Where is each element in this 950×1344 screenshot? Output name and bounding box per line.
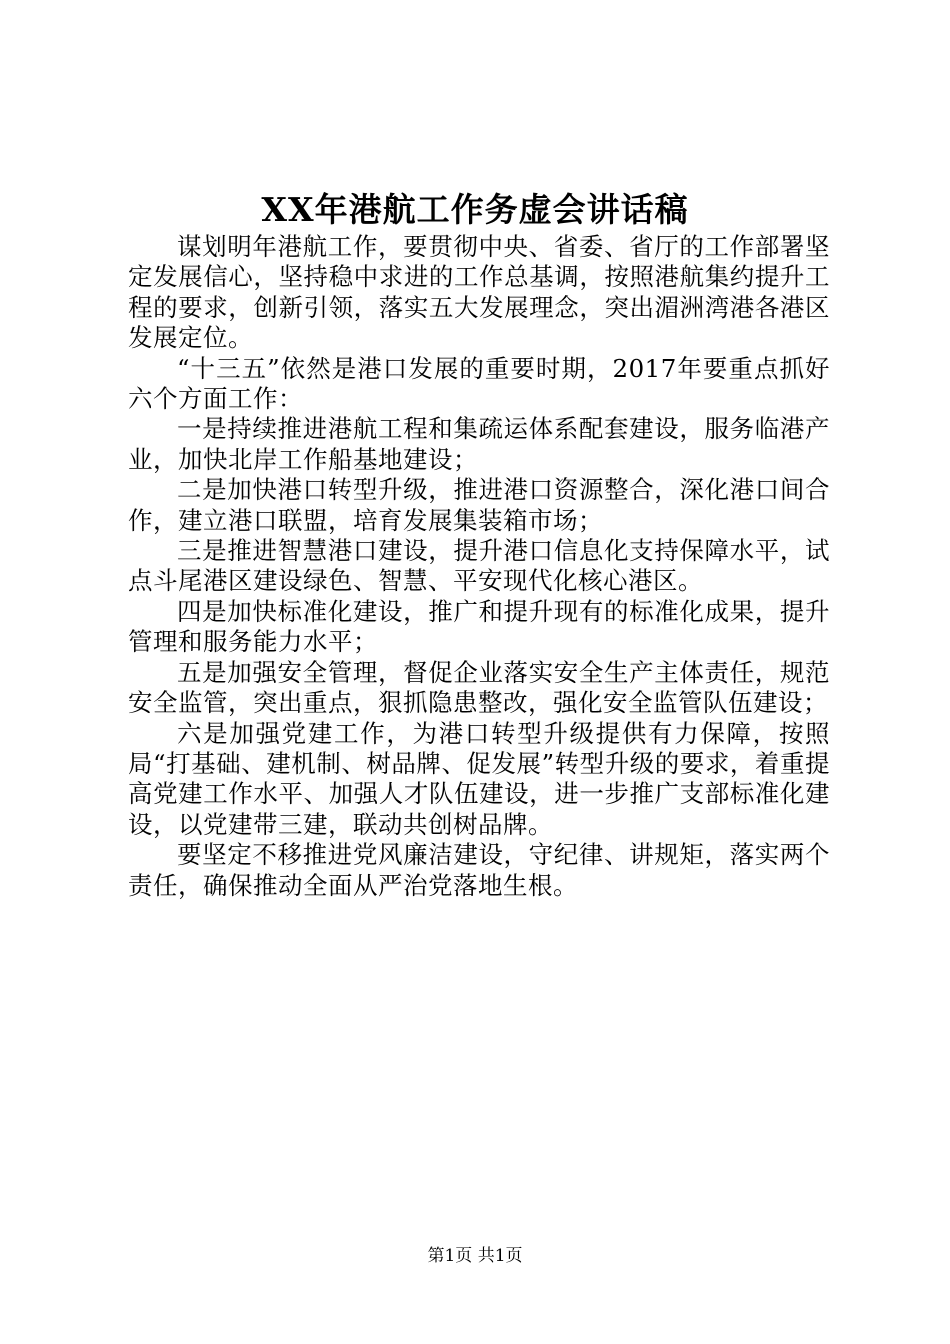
document-title: XX年港航工作务虚会讲话稿 <box>261 190 689 229</box>
paragraph-point-3: 三是推进智慧港口建设，提升港口信息化支持保障水平，试点斗尾港区建设绿色、智慧、平安现代化核心港区。 <box>128 536 830 596</box>
paragraph-intro: 谋划明年港航工作，要贯彻中央、省委、省厅的工作部署坚定发展信心，坚持稳中求进的工作总基调，按照港航集约提升工程的要求，创新引领，落实五大发展理念，突出湄洲湾港各港区发展定位。 <box>128 232 830 353</box>
paragraph-point-6: 六是加强党建工作，为港口转型升级提供有力保障，按照局“打基础、建机制、树品牌、促发展”转型升级的要求，着重提高党建工作水平、加强人才队伍建设，进一步推广支部标准化建设，以党建带三建，联动共创树品牌。 <box>128 718 830 839</box>
paragraph-point-2: 二是加快港口转型升级，推进港口资源整合，深化港口间合作，建立港口联盟，培育发展集装箱市场； <box>128 475 830 535</box>
page-footer: 第1页 共1页 <box>427 1246 523 1266</box>
paragraph-point-1: 一是持续推进港航工程和集疏运体系配套建设，服务临港产业，加快北岸工作船基地建设； <box>128 414 830 474</box>
paragraph-point-4: 四是加快标准化建设，推广和提升现有的标准化成果，提升管理和服务能力水平； <box>128 596 830 657</box>
paragraph-point-5: 五是加强安全管理，督促企业落实安全生产主体责任，规范安全监管，突出重点，狠抓隐患整改，强化安全监管队伍建设； <box>128 657 830 718</box>
paragraph-overview: “十三五”依然是港口发展的重要时期，2017年要重点抓好六个方面工作： <box>128 353 830 414</box>
paragraph-conclusion: 要坚定不移推进党风廉洁建设，守纪律、讲规矩，落实两个责任，确保推动全面从严治党落地生根。 <box>128 840 830 900</box>
document-body <box>128 232 830 901</box>
